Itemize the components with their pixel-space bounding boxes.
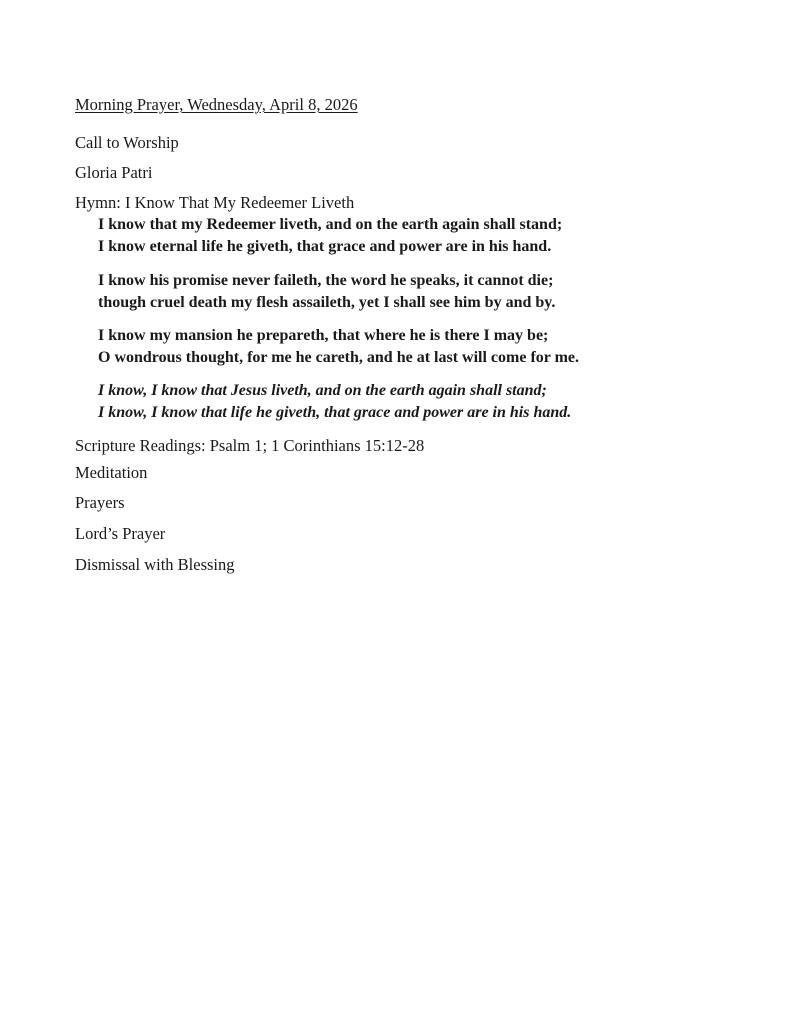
hymn-verse-3-line-2: O wondrous thought, for me he careth, and he at last will come for me. — [98, 349, 580, 366]
item-hymn: Hymn: I Know That My Redeemer Liveth — [75, 193, 355, 212]
item-meditation: Meditation — [75, 463, 148, 482]
item-scripture-readings: Scripture Readings: Psalm 1; 1 Corinthians 15:12-28 — [75, 436, 425, 455]
hymn-verse-2-line-2: though cruel death my flesh assaileth, yet I shall see him by and by. — [98, 294, 556, 311]
hymn-verse-3-line-1: I know my mansion he prepareth, that where he is there I may be; — [98, 327, 549, 344]
hymn-refrain-line-1: I know, I know that Jesus liveth, and on the earth again shall stand; — [98, 382, 547, 399]
item-prayers: Prayers — [75, 493, 125, 512]
hymn-verse-2-line-1: I know his promise never faileth, the word he speaks, it cannot die; — [98, 272, 554, 289]
item-dismissal: Dismissal with Blessing — [75, 555, 235, 574]
hymn-refrain-line-2: I know, I know that life he giveth, that grace and power are in his hand. — [98, 404, 572, 421]
document-title: Morning Prayer, Wednesday, April 8, 2026 — [75, 95, 358, 114]
hymn-verse-1-line-2: I know eternal life he giveth, that grace and power are in his hand. — [98, 238, 552, 255]
item-lords-prayer: Lord’s Prayer — [75, 524, 166, 543]
item-call-to-worship: Call to Worship — [75, 133, 179, 152]
hymn-verse-1-line-1: I know that my Redeemer liveth, and on the earth again shall stand; — [98, 216, 563, 233]
item-gloria-patri: Gloria Patri — [75, 163, 153, 182]
